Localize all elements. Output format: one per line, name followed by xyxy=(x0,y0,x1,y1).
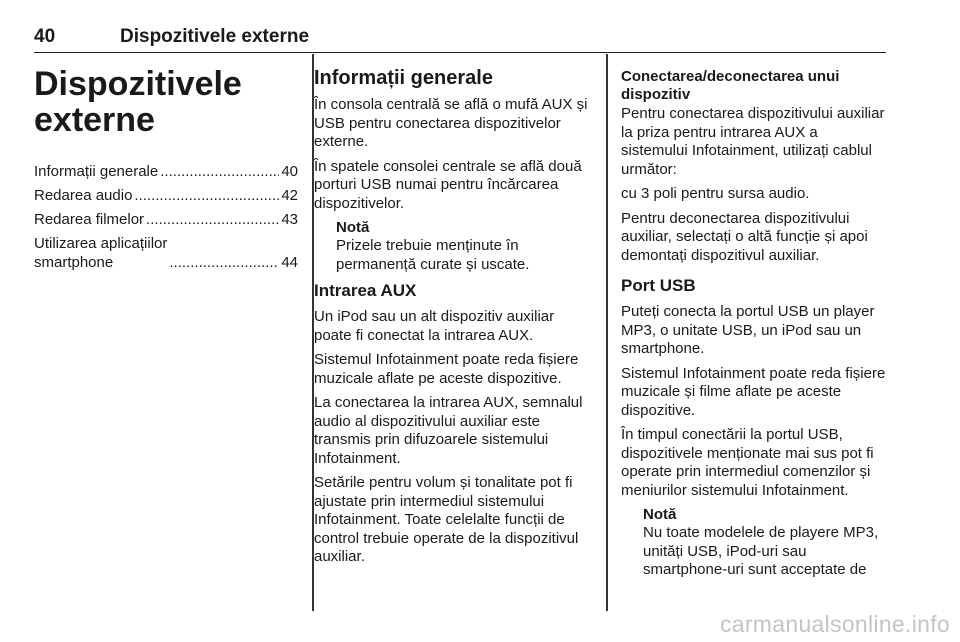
running-title: Dispozitivele externe xyxy=(120,26,310,47)
note-box xyxy=(621,506,886,580)
column-divider-right xyxy=(606,54,608,611)
toc-item-label: Informații generale xyxy=(34,163,159,180)
paragraph: Pentru deconectarea dispozitivului auxiliar, selectați o altă funcție și apoi demontați dispozitivul auxiliar. xyxy=(621,209,868,264)
watermark: carmanualsonline.info xyxy=(719,611,950,637)
toc-item-page: 42 xyxy=(281,187,298,204)
toc-item-informatii-generale[interactable] xyxy=(34,162,298,181)
note-title: Notă xyxy=(643,506,677,523)
toc-item-label: Redarea audio xyxy=(34,187,133,204)
toc-leader-dots xyxy=(146,210,279,229)
table-of-contents xyxy=(34,162,298,272)
paragraph: Setările pentru volum și tonalitate pot fi ajustate prin intermediul sistemului Infotainment. Toate celelalte funcții de control trebuie operate de la dispozitivul auxiliar. xyxy=(314,474,579,565)
paragraph: Pentru conectarea dispozitivului auxiliar la priza pentru intrarea AUX a sistemului Infotainment, utilizați cablul următor: xyxy=(621,105,885,178)
paragraph: Un iPod sau un alt dispozitiv auxiliar poate fi conectat la intrarea AUX. xyxy=(314,308,555,344)
toc-item-page: 43 xyxy=(281,211,298,228)
page-header xyxy=(34,0,886,53)
toc-item-redarea-audio[interactable] xyxy=(34,186,298,205)
paragraph: cu 3 poli pentru sursa audio. xyxy=(621,185,810,202)
paragraph: În spatele consolei centrale se află două porturi USB numai pentru încărcarea dispozitivelor. xyxy=(314,157,582,212)
left-column xyxy=(34,58,298,277)
toc-item-page: 40 xyxy=(281,163,298,180)
toc-item-redarea-filmelor[interactable] xyxy=(34,210,298,229)
toc-leader-dots xyxy=(160,162,279,181)
paragraph: Sistemul Infotainment poate reda fișiere muzicale aflate pe aceste dispozitive. xyxy=(314,351,579,387)
paragraph: În consola centrală se află o mufă AUX și USB pentru conectarea dispozitivelor externe. xyxy=(314,96,588,150)
section-heading-intrarea-aux: Intrarea AUX xyxy=(314,281,417,300)
page-number: 40 xyxy=(34,26,56,47)
paragraph: Puteți conecta la portul USB un player MP3, o unitate USB, un iPod sau un smartphone. xyxy=(621,303,875,357)
right-column xyxy=(621,58,886,586)
subheading-conectarea: Conectarea/deconectarea unui dispozitiv xyxy=(621,68,840,103)
note-box xyxy=(314,219,595,274)
note-text: Prizele trebuie menținute în permanență curate și uscate. xyxy=(336,237,530,273)
paragraph: La conectarea la intrarea AUX, semnalul audio al dispozitivului auxiliar este transmis prin difuzoarele sistemului Infotainment. xyxy=(314,394,583,467)
middle-column xyxy=(314,58,595,573)
toc-item-utilizarea-aplicatiilor[interactable] xyxy=(34,234,298,272)
toc-leader-dots xyxy=(134,186,279,205)
note-text: Nu toate modelele de playere MP3, unități USB, iPod-uri sau smartphone-uri sunt acceptate de xyxy=(643,524,879,578)
toc-item-page: 44 xyxy=(281,254,298,271)
toc-item-label: Redarea filmelor xyxy=(34,211,145,228)
toc-leader-dots xyxy=(169,253,279,272)
chapter-title: Dispozitivele externe xyxy=(34,65,242,139)
paragraph: În timpul conectării la portul USB, dispozitivele menționate mai sus pot fi operate prin intermediul comenzilor și meniurilor sistemului Infotainment. xyxy=(621,426,874,499)
toc-item-label: Utilizarea aplicațiilor smartphone xyxy=(34,235,168,271)
note-title: Notă xyxy=(336,219,370,236)
section-heading-port-usb: Port USB xyxy=(621,276,696,295)
paragraph: Sistemul Infotainment poate reda fișiere muzicale și filme aflate pe aceste dispozitive. xyxy=(621,364,886,419)
section-heading-informatii-generale: Informații generale xyxy=(314,67,493,89)
